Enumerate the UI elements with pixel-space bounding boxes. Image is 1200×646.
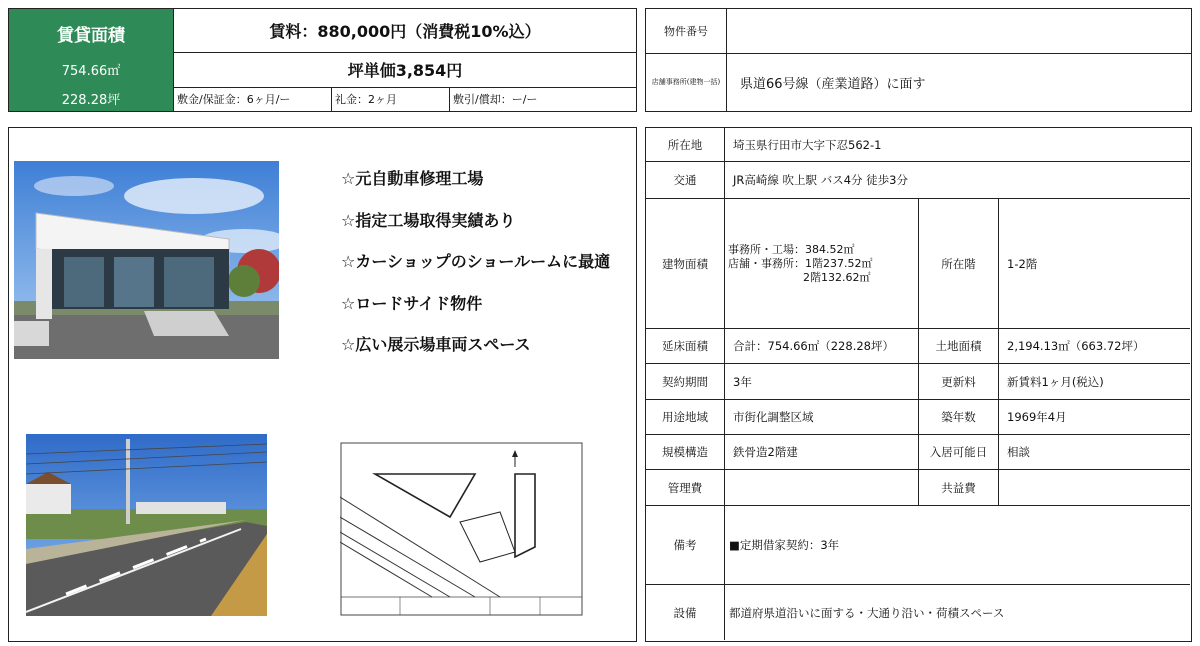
notes-value: ■定期借家契約：3年 <box>725 506 1190 585</box>
rent-area-label: 賃貸面積 <box>57 26 125 46</box>
facilities-label: 設備 <box>646 585 725 640</box>
deposit-row <box>174 87 636 111</box>
building-area-line: 店舗・事務所：1階237.52㎡ <box>728 256 873 270</box>
feature-item: ☆元自動車修理工場 <box>341 169 484 188</box>
floor-value: 1-2階 <box>999 199 1190 329</box>
building-area-line: 2階132.62㎡ <box>803 270 871 284</box>
detail-table <box>645 127 1192 642</box>
building-photo <box>14 161 279 359</box>
zoning-label: 用途地域 <box>646 400 725 435</box>
mgmt-fee-label: 管理費 <box>646 470 725 506</box>
move-in-value: 相談 <box>999 435 1190 470</box>
location-value: 埼玉県行田市大字下忍562-1 <box>725 128 1190 162</box>
property-number-label: 物件番号 <box>646 9 727 54</box>
rent-price: 賃料：880,000円（消費税10%込） <box>174 9 636 53</box>
transport-value: JR高崎線 吹上駅 バス4分 徒歩3分 <box>725 162 1190 199</box>
rent-summary <box>173 8 637 112</box>
property-number-value <box>726 9 1191 54</box>
deposit: 敷金/保証金：6ヶ月/ー <box>174 87 332 111</box>
land-label: 土地面積 <box>919 329 999 364</box>
depreciation: 敷引/償却：ー/ー <box>453 93 538 106</box>
land-value: 2,194.13㎡（663.72坪） <box>999 329 1190 364</box>
key-money: 礼金：2ヶ月 <box>332 87 450 111</box>
feature-item: ☆カーショップのショールームに最適 <box>341 252 611 271</box>
contract-label: 契約期間 <box>646 364 725 400</box>
feature-item: ☆広い展示場車両スペース <box>341 335 531 354</box>
feature-list <box>341 166 610 374</box>
store-type-value: 県道66号線（産業道路）に面す <box>740 76 926 92</box>
zoning-value: 市街化調整区域 <box>725 400 919 435</box>
building-area-value <box>725 199 919 329</box>
building-area-label: 建物面積 <box>646 199 725 329</box>
location-label: 所在地 <box>646 128 725 162</box>
rent-area-tsubo: 228.28坪 <box>61 93 121 108</box>
renewal-fee-label: 更新料 <box>919 364 999 400</box>
transport-label: 交通 <box>646 162 725 199</box>
facilities-value: 都道府県道沿いに面する・大通り沿い・荷積スペース <box>729 605 1005 620</box>
feature-item: ☆ロードサイド物件 <box>341 293 483 313</box>
renewal-fee-value: 新賃料1ヶ月(税込) <box>999 364 1190 400</box>
store-type-label: 店舗事務所(建物一括) <box>646 53 727 111</box>
age-value: 1969年4月 <box>999 400 1190 435</box>
rent-area-sqm: 754.66㎡ <box>61 64 121 79</box>
total-floor-value: 合計：754.66㎡（228.28坪） <box>725 329 919 364</box>
floor-label: 所在階 <box>919 199 999 329</box>
feature-item: ☆指定工場取得実績あり <box>341 210 516 230</box>
building-area-line: 事務所・工場：384.52㎡ <box>728 242 855 256</box>
move-in-label: 入居可能日 <box>919 435 999 470</box>
photo-panel <box>8 127 637 642</box>
total-floor-label: 延床面積 <box>646 329 725 364</box>
road-photo <box>26 434 267 616</box>
mgmt-fee-value <box>725 470 919 506</box>
common-fee-value <box>999 470 1190 506</box>
structure-value: 鉄骨造2階建 <box>725 435 919 470</box>
notes-label: 備考 <box>646 506 725 585</box>
structure-label: 規模構造 <box>646 435 725 470</box>
contract-value: 3年 <box>725 364 919 400</box>
site-map <box>340 442 583 616</box>
common-fee-label: 共益費 <box>919 470 999 506</box>
property-header <box>645 8 1192 112</box>
rent-area-box <box>8 8 174 112</box>
age-label: 築年数 <box>919 400 999 435</box>
unit-price: 坪単価3,854円 <box>174 52 636 88</box>
